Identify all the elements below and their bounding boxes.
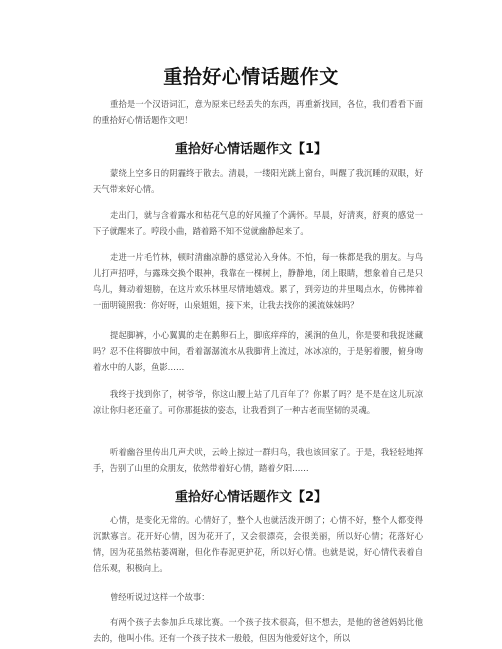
section-heading-1: 重拾好心情话题作文【1】: [174, 142, 328, 157]
section-2-paragraph-3: 有两个孩子去参加乒乓球比赛。一个孩子技术很高，但不想去，是他的爸爸妈妈比他去的，他叫小伟。还有一个孩子技术一般般，但因为他爱好这个，所以: [93, 617, 423, 643]
section-2-paragraph-2: 曾经听说过这样一个故事：: [110, 592, 210, 602]
section-2-paragraph-1: 心情，是变化无常的。心情好了，整个人也就活泼开朗了；心情不好，整个人都变得沉默寡言。花开好心情，因为花开了，又会很漂亮，会很美丽，所以好心情；花落好心情，因为花虽然枯萎凋谢，但化作春泥更护花，所以好心情。也就是说，好心情代表着自信乐观，积极向上。: [93, 515, 423, 573]
section-1-paragraph-6: 听着幽谷里传出几声犬吠，云岭上掠过一群归鸟，我也该回家了。于是，我轻轻地挥手，告别了山里的众朋友，依然带着好心情，踏着夕阳……: [93, 447, 423, 473]
page-title: 重拾好心情话题作文: [163, 66, 339, 88]
section-1-paragraph-5: 我终于找到你了，树爷爷，你这山腰上站了几百年了？你累了吗？是不是在这儿玩凉凉让你归老还童了。可你那挺拔的姿态，让我看到了一种古老而坚韧的灵魂。: [93, 389, 423, 415]
section-1-paragraph-2: 走出门，就与含着露水和枯花气息的好风撞了个满怀。早晨，好清爽，舒爽的感觉一下子就醒来了。哼段小曲，踏着路不知不觉就幽静起来了。: [93, 210, 423, 236]
section-heading-2: 重拾好心情话题作文【2】: [174, 490, 328, 505]
section-1-paragraph-4: 提起脚裤，小心翼翼的走在鹅卵石上，脚底痒痒的，溪涧的鱼儿，你是要和我捉迷藏吗？忍不住将脚放中间，看着潺潺流水从我脚背上流过，冰冰凉的，于是躬着腰，俯身吻着水中的人影，鱼影……: [93, 330, 423, 372]
intro-paragraph: 重拾是一个汉语词汇，意为原来已经丢失的东西，再重新找回，各位，我们看看下面的重拾好心情话题作文吧！: [93, 99, 423, 125]
section-1-paragraph-3: 走进一片毛竹林，顿时清幽凉静的感觉沁入身体。不怕，每一株都是我的朋友。与鸟儿打声招呼，与露珠交换个眼神，我靠在一棵树上，静静地，闭上眼睛，想象着自己是只鸟儿，舞动着翅膀，在这片欢乐林里尽情地嬉戏。累了，到旁边的井里喝点水，仿佛摔着一面明镜照我：你好呀，山泉姐姐，接下来，让我去找你的溪流妹妹吗？: [93, 252, 423, 310]
section-1-paragraph-1: 蒙绕上空多日的阴霾终于散去。清晨，一缕阳光跳上窗台，叫醒了我沉睡的双眼，好天气带来好心情。: [93, 168, 423, 194]
